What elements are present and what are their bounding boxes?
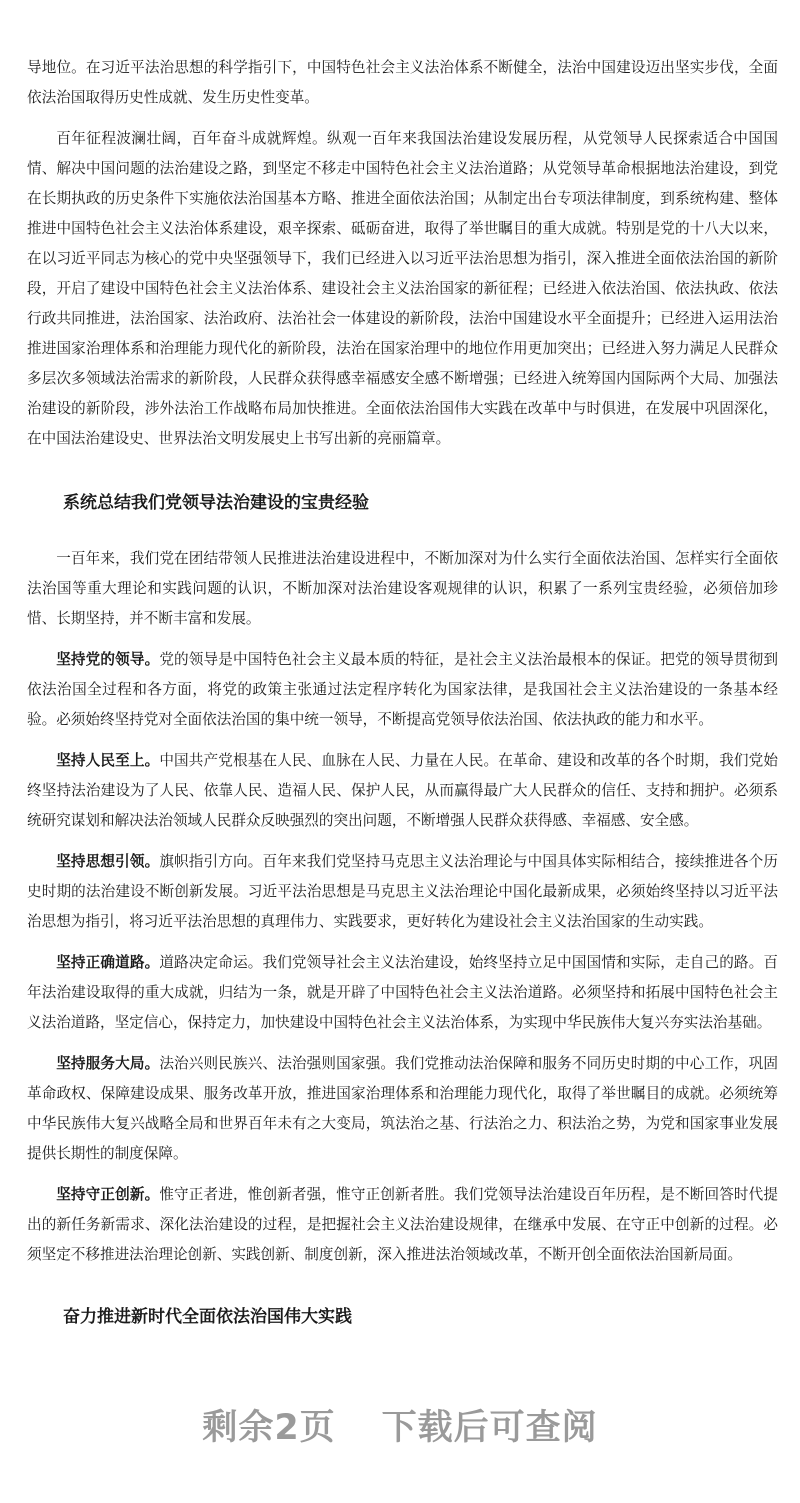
- experience-paragraph: [27, 847, 778, 937]
- remaining-pages-label: 剩余2页: [202, 1408, 336, 1448]
- experience-title: 坚持人民至上。: [56, 752, 160, 769]
- paragraph-continued: 导地位。在习近平法治思想的科学指引下，中国特色社会主义法治体系不断健全，法治中国建设迈出坚实步伐，全面依法治国取得历史性成就、发生历史性变革。: [27, 59, 778, 106]
- paragraph-intro: 一百年来，我们党在团结带领人民推进法治建设进程中，不断加深对为什么实行全面依法治国、怎样实行全面依法治国等重大理论和实践问题的认识，不断加深对法治建设客观规律的认识，积累了一系列宝贵经验，必须倍加珍惜、长期坚持，并不断丰富和发展。: [27, 550, 778, 627]
- experience-paragraph: [27, 1049, 778, 1169]
- experience-title: 坚持正确道路。: [56, 954, 160, 971]
- section-heading: 系统总结我们党领导法治建设的宝贵经验: [63, 493, 369, 513]
- experience-title: 坚持党的领导。: [56, 651, 160, 668]
- experience-paragraph: [27, 645, 778, 735]
- section-heading: 奋力推进新时代全面依法治国伟大实践: [63, 1307, 352, 1327]
- experience-text: 党的领导是中国特色社会主义最本质的特征，是社会主义法治最根本的保证。把党的领导贯彻到依法治国全过程和各方面，将党的政策主张通过法定程序转化为国家法律，是我国社会主义法治建设的一条基本经验。必须始终坚持党对全面依法治国的集中统一领导，不断提高党领导依法治国、依法执政的能力和水平。: [27, 651, 778, 728]
- experience-text: 惟守正者进，惟创新者强，惟守正创新者胜。我们党领导法治建设百年历程，是不断回答时代提出的新任务新需求、深化法治建设的过程，是把握社会主义法治建设规律，在继承中发展、在守正中创新的过程。必须坚定不移推进法治理论创新、实践创新、制度创新，深入推进法治领域改革，不断开创全面依法治国新局面。: [27, 1186, 778, 1263]
- experience-title: 坚持守正创新。: [56, 1186, 160, 1203]
- experience-text: 道路决定命运。我们党领导社会主义法治建设，始终坚持立足中国国情和实际，走自己的路。百年法治建设取得的重大成就，归结为一条，就是开辟了中国特色社会主义法治道路。必须坚持和拓展中国特色社会主义法治道路，坚定信心，保持定力，加快建设中国特色社会主义法治体系，为实现中华民族伟大复兴夯实法治基础。: [27, 954, 778, 1031]
- paragraph-history: 百年征程波澜壮阔，百年奋斗成就辉煌。纵观一百年来我国法治建设发展历程，从党领导人民探索适合中国国情、解决中国问题的法治建设之路，到坚定不移走中国特色社会主义法治道路；从党领导革命根据地法治建设，到党在长期执政的历史条件下实施依法治国基本方略、推进全面依法治国；从制定出台专项法律制度，到系统构建、整体推进中国特色社会主义法治体系建设，艰辛探索、砥砺奋进，取得了举世瞩目的重大成就。特别是党的十八大以来，在以习近平同志为核心的党中央坚强领导下，我们已经进入以习近平法治思想为指引，深入推进全面依法治国的新阶段，开启了建设中国特色社会主义法治体系、建设社会主义法治国家的新征程；已经进入依法治国、依法执政、依法行政共同推进，法治国家、法治政府、法治社会一体建设的新阶段，法治中国建设水平全面提升；已经进入运用法治推进国家治理体系和治理能力现代化的新阶段，法治在国家治理中的地位作用更加突出；已经进入努力满足人民群众多层次多领域法治需求的新阶段，人民群众获得感幸福感安全感不断增强；已经进入统筹国内国际两个大局、加强法治建设的新阶段，涉外法治工作战略布局加快推进。全面依法治国伟大实践在改革中与时俱进，在发展中巩固深化，在中国法治建设史、世界法治文明发展史上书写出新的亮丽篇章。: [27, 130, 778, 447]
- download-hint-label: 下载后可查阅: [381, 1408, 598, 1448]
- document-body: [27, 53, 778, 1332]
- experience-text: 中国共产党根基在人民、血脉在人民、力量在人民。在革命、建设和改革的各个时期，我们党始终坚持法治建设为了人民、依靠人民、造福人民、保护人民，从而赢得最广大人民群众的信任、支持和拥护。必须系统研究谋划和解决法治领域人民群众反映强烈的突出问题，不断增强人民群众获得感、幸福感、安全感。: [27, 752, 778, 829]
- experience-title: 坚持思想引领。: [56, 853, 160, 870]
- experience-text: 法治兴则民族兴、法治强则国家强。我们党推动法治保障和服务不同历史时期的中心工作，巩固革命政权、保障建设成果、服务改革开放，推进国家治理体系和治理能力现代化，取得了举世瞩目的成就。必须统筹中华民族伟大复兴战略全局和世界百年未有之大变局，筑法治之基、行法治之力、积法治之势，为党和国家事业发展提供长期性的制度保障。: [27, 1055, 778, 1162]
- download-prompt[interactable]: [0, 1400, 800, 1450]
- experience-text: 旗帜指引方向。百年来我们党坚持马克思主义法治理论与中国具体实际相结合，接续推进各个历史时期的法治建设不断创新发展。习近平法治思想是马克思主义法治理论中国化最新成果，必须始终坚持以习近平法治思想为指引，将习近平法治思想的真理伟力、实践要求，更好转化为建设社会主义法治国家的生动实践。: [27, 853, 778, 930]
- experience-title: 坚持服务大局。: [56, 1055, 160, 1072]
- experience-paragraph: [27, 948, 778, 1038]
- experience-paragraph: [27, 746, 778, 836]
- experience-paragraph: [27, 1180, 778, 1270]
